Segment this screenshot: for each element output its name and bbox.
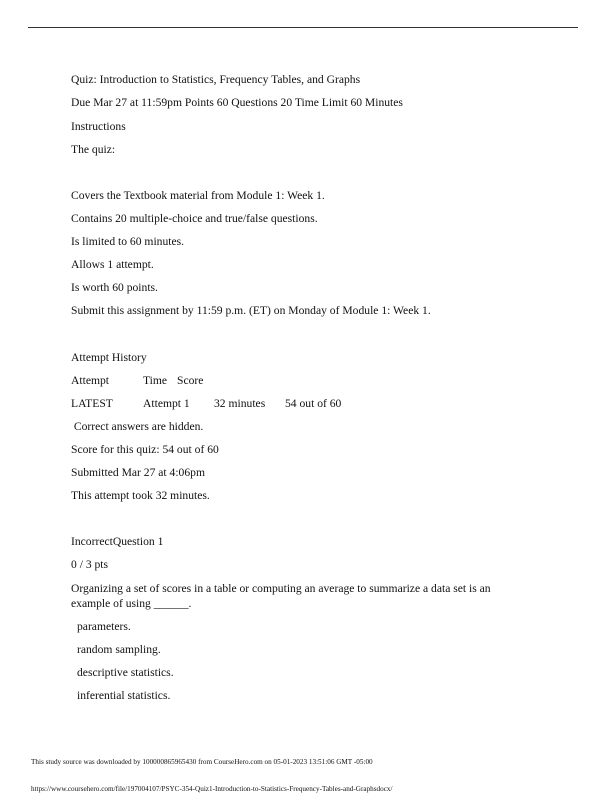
attempt-duration: This attempt took 32 minutes. [71, 489, 210, 502]
answer-option[interactable]: descriptive statistics. [77, 666, 174, 679]
question-text: Organizing a set of scores in a table or computing an average to summarize a data set is an example of using ______. [71, 582, 491, 610]
attempt-latest-label: LATEST [71, 397, 113, 410]
column-header-score: Score [177, 374, 204, 387]
answer-option[interactable]: inferential statistics. [77, 689, 171, 702]
submitted-time: Submitted Mar 27 at 4:06pm [71, 466, 205, 479]
quiz-meta: Due Mar 27 at 11:59pm Points 60 Questions 20 Time Limit 60 Minutes [71, 96, 403, 109]
hidden-answers-note: Correct answers are hidden. [71, 420, 204, 433]
instruction-item: Allows 1 attempt. [71, 258, 154, 271]
attempt-history-row [71, 397, 371, 411]
instruction-item: Contains 20 multiple-choice and true/false questions. [71, 212, 318, 225]
question-points: 0 / 3 pts [71, 558, 109, 571]
quiz-title: Quiz: Introduction to Statistics, Frequency Tables, and Graphs [71, 73, 361, 86]
instruction-item: Is worth 60 points. [71, 281, 158, 294]
top-divider [28, 27, 578, 28]
question-header: IncorrectQuestion 1 [71, 535, 164, 548]
answer-option[interactable]: random sampling. [77, 643, 161, 656]
answer-option[interactable]: parameters. [77, 620, 131, 633]
quiz-score: Score for this quiz: 54 out of 60 [71, 443, 219, 456]
attempt-history-heading: Attempt History [71, 351, 147, 364]
quiz-intro: The quiz: [71, 143, 116, 156]
download-source-note: This study source was downloaded by 100000865965430 from CourseHero.com on 05-01-2023 13:51:06 GMT -05:00 [31, 758, 373, 766]
instruction-item: Covers the Textbook material from Module 1: Week 1. [71, 189, 325, 202]
instruction-item: Submit this assignment by 11:59 p.m. (ET) on Monday of Module 1: Week 1. [71, 304, 431, 317]
column-header-attempt: Attempt [71, 374, 109, 387]
attempt-time: 32 minutes [214, 397, 266, 410]
column-header-time: Time [143, 374, 168, 387]
instruction-item: Is limited to 60 minutes. [71, 235, 185, 248]
instructions-heading: Instructions [71, 120, 126, 133]
attempt-link[interactable]: Attempt 1 [143, 397, 190, 410]
source-url[interactable]: https://www.coursehero.com/file/197004107/PSYC-354-Quiz1-Introduction-to-Statistics-Frequency-Tables-and-Graphsdocx/ [31, 785, 393, 793]
attempt-score: 54 out of 60 [285, 397, 342, 410]
attempt-history-header-row [71, 374, 271, 388]
